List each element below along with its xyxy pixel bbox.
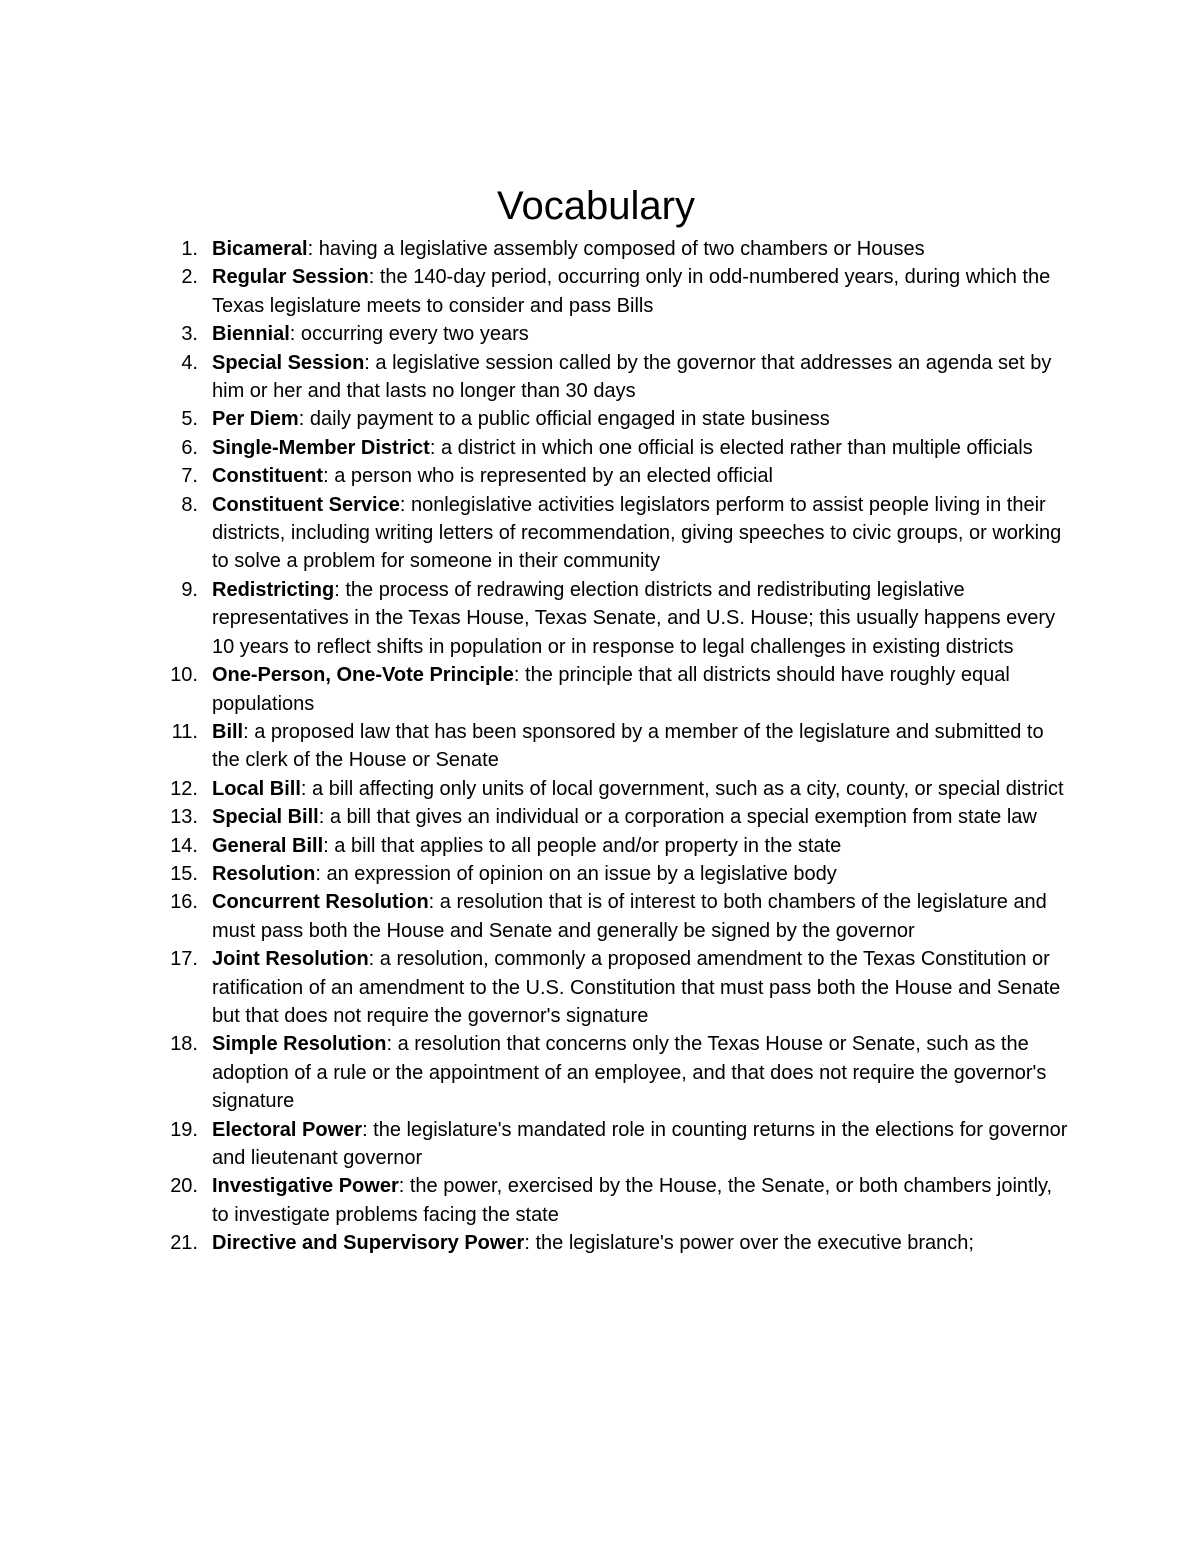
item-definition: : a resolution that concerns only the Texas House or Senate, such as the adoption of a rule or the appointment of an employee, and that does not require the governor's signature	[212, 1033, 1047, 1113]
list-item	[0, 860, 1070, 888]
list-item	[0, 888, 1070, 945]
item-definition: : a district in which one official is elected rather than multiple officials	[429, 436, 1033, 459]
item-number: 6.	[181, 436, 198, 459]
item-term: Special Session	[212, 351, 365, 374]
item-term: Local Bill	[212, 777, 301, 800]
list-item	[0, 491, 1070, 576]
item-term: Investigative Power	[212, 1175, 399, 1198]
item-number: 19.	[170, 1118, 198, 1141]
item-definition: : a resolution that is of interest to both chambers of the legislature and must pass both the House and Senate and generally be signed by the governor	[212, 891, 1047, 942]
item-term: Directive and Supervisory Power	[212, 1232, 525, 1255]
item-term: Constituent	[212, 465, 324, 488]
item-number: 15.	[170, 862, 198, 885]
item-number: 8.	[181, 493, 198, 516]
item-number: 17.	[170, 948, 198, 971]
item-term: Biennial	[212, 323, 290, 346]
item-definition: : a person who is represented by an elected official	[323, 465, 773, 488]
item-term: Resolution	[212, 862, 316, 885]
item-number: 7.	[181, 465, 198, 488]
list-item	[0, 349, 1070, 406]
item-number: 10.	[170, 664, 198, 687]
item-definition: : having a legislative assembly composed of two chambers or Houses	[307, 238, 925, 260]
vocabulary-list	[0, 235, 1070, 1258]
list-item	[0, 775, 1070, 803]
item-number: 1.	[181, 238, 198, 260]
list-item	[0, 661, 1070, 718]
item-term: Regular Session	[212, 266, 369, 289]
item-number: 20.	[170, 1175, 198, 1198]
list-item	[0, 235, 1070, 263]
item-definition: : the process of redrawing election districts and redistributing legislative representatives in the Texas House, Texas Senate, and U.S. House; this usually happens every 10 years to reflect shifts in population or in response to legal challenges in existing districts	[212, 578, 1056, 658]
item-term: Per Diem	[212, 408, 299, 431]
item-term: One-Person, One-Vote Principle	[212, 664, 514, 687]
item-term: Joint Resolution	[212, 948, 369, 971]
item-number: 4.	[181, 351, 198, 374]
item-number: 12.	[170, 777, 198, 800]
item-definition: : nonlegislative activities legislators perform to assist people living in their districts, including writing letters of recommendation, giving speeches to civic groups, or working to solve a problem for someone in their community	[212, 493, 1062, 573]
item-term: Electoral Power	[212, 1118, 363, 1141]
item-term: General Bill	[212, 834, 324, 857]
item-definition: : the legislature's mandated role in counting returns in the elections for governor and lieutenant governor	[212, 1118, 1068, 1169]
item-term: Constituent Service	[212, 493, 400, 516]
item-number: 21.	[170, 1232, 198, 1255]
list-item	[0, 1172, 1070, 1229]
item-term: Single-Member District	[212, 436, 430, 459]
item-term: Redistricting	[212, 578, 335, 601]
item-definition: : the power, exercised by the House, the Senate, or both chambers jointly, to investigate problems facing the state	[212, 1175, 1053, 1226]
list-item	[0, 405, 1070, 433]
list-item	[0, 320, 1070, 348]
item-number: 18.	[170, 1033, 198, 1056]
item-term: Special Bill	[212, 806, 319, 829]
item-definition: : a bill affecting only units of local government, such as a city, county, or special district	[300, 777, 1064, 800]
item-definition: : a bill that applies to all people and/or property in the state	[323, 834, 842, 857]
list-item	[0, 945, 1070, 1030]
list-item	[0, 1116, 1070, 1173]
item-number: 14.	[170, 834, 198, 857]
item-definition: : the 140-day period, occurring only in odd-numbered years, during which the Texas legislature meets to consider and pass Bills	[212, 266, 1051, 317]
item-term: Bill	[212, 720, 244, 743]
item-number: 9.	[181, 578, 198, 601]
item-number: 2.	[181, 266, 198, 289]
item-definition: : an expression of opinion on an issue by a legislative body	[315, 862, 837, 885]
item-definition: : a bill that gives an individual or a corporation a special exemption from state law	[318, 806, 1037, 829]
item-number: 13.	[170, 806, 198, 829]
item-definition: : a proposed law that has been sponsored by a member of the legislature and submitted to the clerk of the House or Senate	[212, 720, 1044, 772]
item-term: Bicameral	[212, 238, 308, 260]
list-item	[0, 576, 1070, 661]
item-definition: : a resolution, commonly a proposed amendment to the Texas Constitution or ratification of an amendment to the U.S. Constitution that must pass both the House and Senate but that does not require the governor's signature	[212, 948, 1061, 1027]
list-item	[0, 1229, 1070, 1257]
item-term: Concurrent Resolution	[212, 891, 429, 914]
item-definition: : the legislature's power over the executive branch;	[524, 1232, 974, 1255]
item-number: 3.	[181, 323, 198, 346]
item-number: 5.	[181, 408, 198, 431]
list-item	[0, 462, 1070, 490]
item-definition: : occurring every two years	[289, 323, 529, 346]
list-item	[0, 263, 1070, 320]
item-definition: : the principle that all districts should have roughly equal populations	[212, 664, 1010, 715]
list-item	[0, 832, 1070, 860]
item-definition: : daily payment to a public official engaged in state business	[298, 408, 830, 431]
list-item	[0, 1030, 1070, 1115]
item-term: Simple Resolution	[212, 1033, 387, 1056]
list-item	[0, 803, 1070, 831]
item-definition: : a legislative session called by the governor that addresses an agenda set by him or her and that lasts no longer than 30 days	[212, 351, 1052, 403]
item-number: 16.	[170, 891, 198, 914]
page-title: Vocabulary	[497, 184, 695, 228]
item-number: 11.	[171, 720, 198, 743]
list-item	[0, 434, 1070, 462]
list-item	[0, 718, 1070, 775]
